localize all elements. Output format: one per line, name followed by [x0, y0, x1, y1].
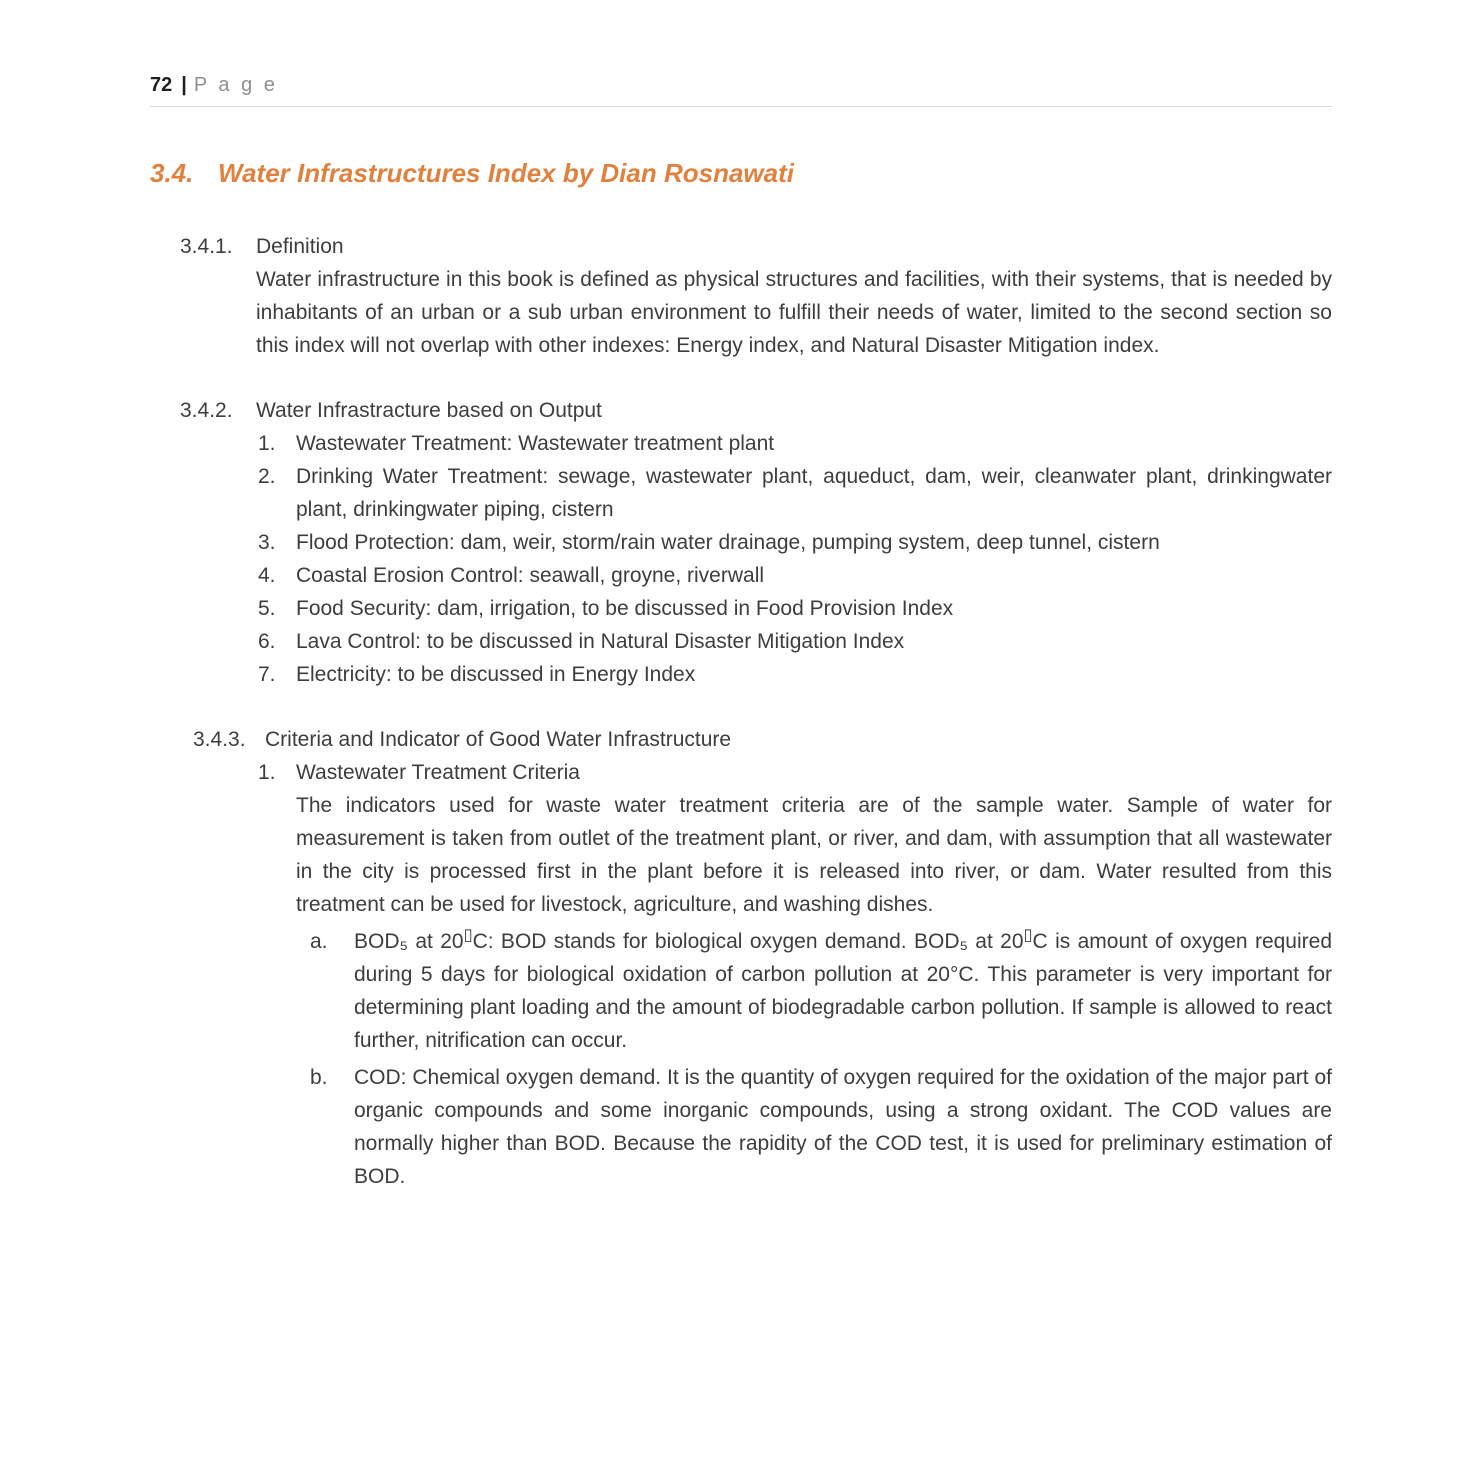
- list-item-text: Food Security: dam, irrigation, to be discussed in Food Provision Index: [296, 597, 954, 620]
- list-item: [256, 559, 1332, 592]
- list-item-text: Electricity: to be discussed in Energy Index: [296, 663, 696, 686]
- page-header-label: P a g e: [193, 74, 278, 96]
- paragraph: Water infrastructure in this book is defined as physical structures and facilities, with their systems, that is needed by inhabitants of an urban or a sub urban environment to fulfill their needs of water, limited to the second section so this index will not overlap with other indexes: Energy index, and Natural Disaster Mitigation index.: [256, 268, 1332, 357]
- list-item-number: 4.: [258, 564, 276, 587]
- page-number: 72: [150, 74, 173, 96]
- subsection-definition: [150, 230, 1332, 362]
- subsection-head: [150, 723, 1332, 756]
- subsection-title: Water Infrastracture based on Output: [256, 399, 602, 422]
- list-item: [256, 756, 1332, 1193]
- list-item-number: 1.: [258, 432, 276, 455]
- list-item: [256, 460, 1332, 526]
- subsection-head: [150, 394, 1332, 427]
- subsection-criteria: [150, 723, 1332, 1193]
- list-item-number: 2.: [258, 465, 276, 488]
- list-item-text: Flood Protection: dam, weir, storm/rain water drainage, pumping system, deep tunnel, cistern: [296, 531, 1160, 554]
- page-header: [150, 74, 1332, 107]
- subsection-title: Definition: [256, 235, 344, 258]
- list-item-number: 6.: [258, 630, 276, 653]
- sub-list-item: [296, 925, 1332, 1057]
- section-heading-number: 3.4.: [150, 158, 194, 188]
- sub-list-item-text: COD: Chemical oxygen demand. It is the quantity of oxygen required for the oxidation of the major part of organic compounds and some inorganic compounds, using a strong oxidant. The COD values are normally higher than BOD. Because the rapidity of the COD test, it is used for preliminary estimation of BOD.: [354, 1066, 1332, 1188]
- subsection-head: [150, 230, 1332, 263]
- sub-list-item-letter: b.: [310, 1066, 328, 1089]
- subsection-number: 3.4.2.: [180, 399, 233, 422]
- list-item: [256, 658, 1332, 691]
- subsection-output: [150, 394, 1332, 691]
- sub-list-item-letter: a.: [310, 930, 328, 953]
- list-item-content: [296, 756, 1332, 1193]
- list-item: [256, 592, 1332, 625]
- page-header-separator: |: [181, 74, 187, 96]
- list-item: [256, 427, 1332, 460]
- list-item: [256, 526, 1332, 559]
- list-item-text: Drinking Water Treatment: sewage, wastewater plant, aqueduct, dam, weir, cleanwater plant, drinkingwater plant, drinkingwater piping, cistern: [296, 465, 1332, 521]
- list-item-number: 3.: [258, 531, 276, 554]
- list-item-number: 1.: [258, 761, 276, 784]
- ordered-list: [256, 756, 1332, 1193]
- paragraph: The indicators used for waste water treatment criteria are of the sample water. Sample of water for measurement is taken from outlet of the treatment plant, or river, and dam, with assumption that all wastewater in the city is processed first in the plant before it is released into river, or dam. Water resulted from this treatment can be used for livestock, agriculture, and washing dishes.: [296, 794, 1332, 916]
- subsection-number: 3.4.3.: [193, 728, 246, 751]
- section-heading: [150, 156, 1332, 190]
- subsection-title: Criteria and Indicator of Good Water Infrastructure: [265, 728, 732, 751]
- sub-list-item-text: BOD₅ at 20▯C: BOD stands for biological oxygen demand. BOD₅ at 20▯C is amount of oxygen required during 5 days for biological oxidation of carbon pollution at 20°C. This parameter is very important for determining plant loading and the amount of biodegradable carbon pollution. If sample is allowed to react further, nitrification can occur.: [354, 926, 1332, 1052]
- list-item: [256, 625, 1332, 658]
- section-heading-title: Water Infrastructures Index by Dian Rosnawati: [218, 158, 794, 188]
- subsection-number: 3.4.1.: [180, 235, 233, 258]
- sub-list-item: [296, 1061, 1332, 1193]
- list-item-title: Wastewater Treatment Criteria: [296, 761, 580, 784]
- ordered-list: [256, 427, 1332, 691]
- list-item-text: Wastewater Treatment: Wastewater treatment plant: [296, 432, 775, 455]
- list-item-number: 5.: [258, 597, 276, 620]
- list-item-text: Coastal Erosion Control: seawall, groyne, riverwall: [296, 564, 765, 587]
- list-item-number: 7.: [258, 663, 276, 686]
- list-item-text: Lava Control: to be discussed in Natural Disaster Mitigation Index: [296, 630, 905, 653]
